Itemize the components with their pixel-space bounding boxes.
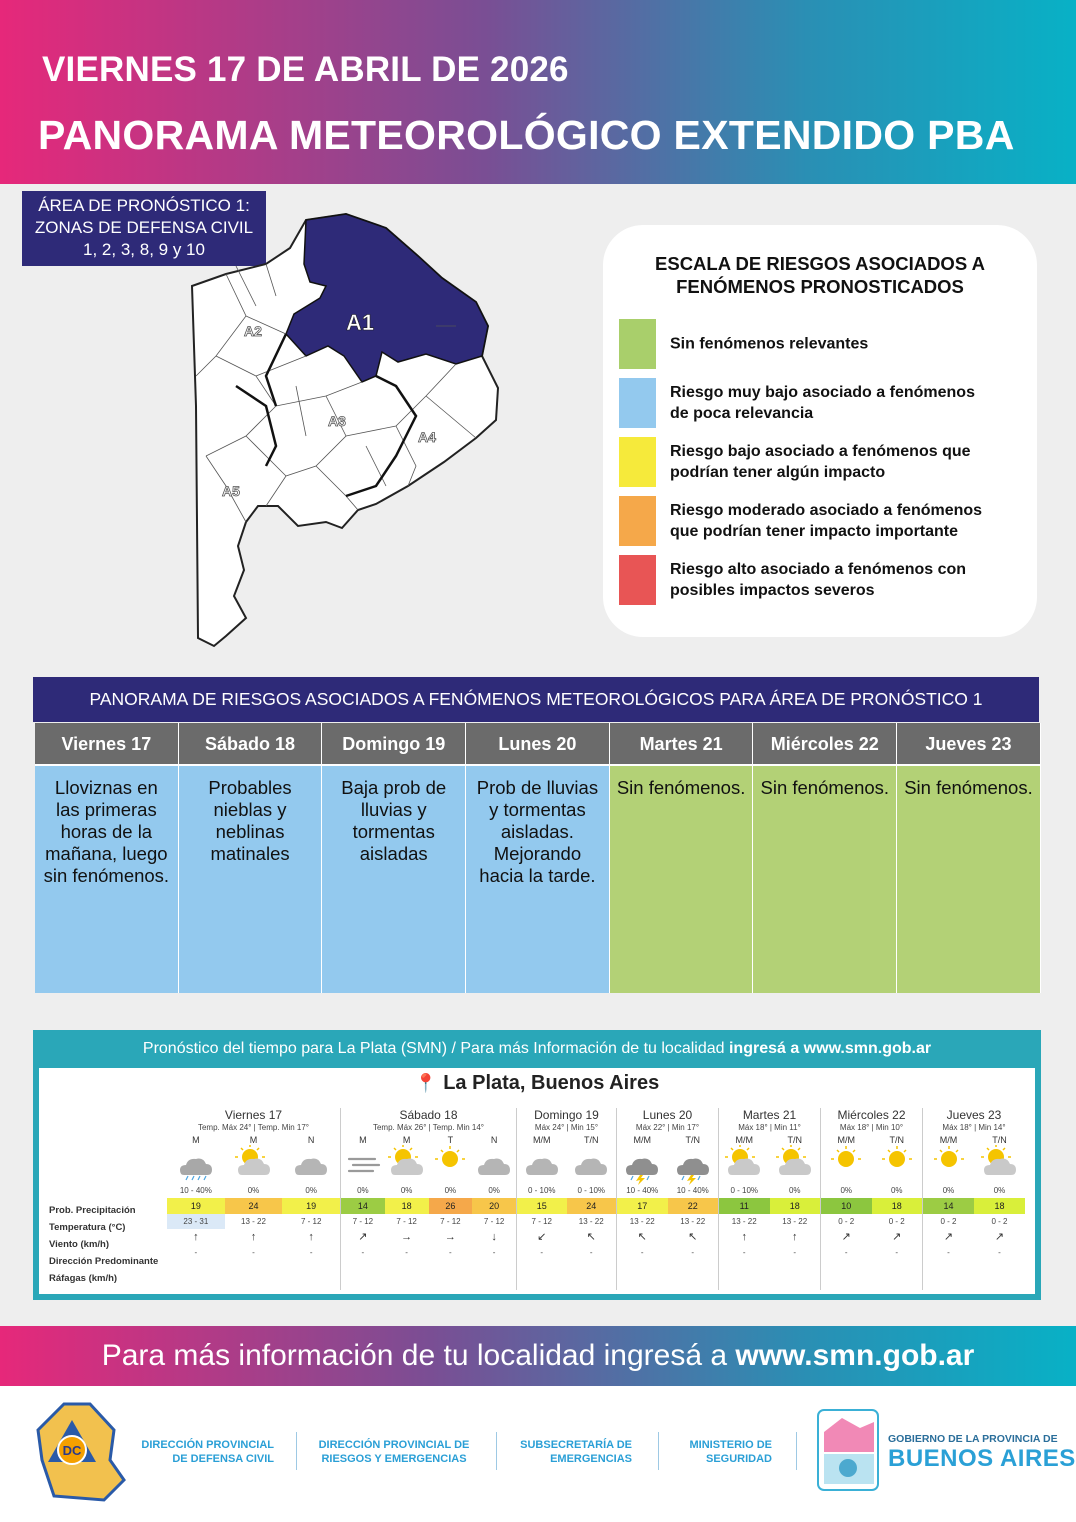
risk-day-header: Lunes 20 [466,723,609,766]
risk-day-description: Baja prob de lluvias y tormentas aisladas [322,766,465,993]
legend-text [670,441,1020,483]
divider [296,1432,297,1470]
slot-temperature: 24 [567,1198,617,1214]
storm-weather-icon [622,1145,662,1185]
slot-temperature: 24 [225,1198,283,1214]
forecast-day-name: Viernes 17 [224,1108,283,1122]
gov-line2: BUENOS AIRES [888,1445,1076,1472]
area-box-line1: ÁREA DE PRONÓSTICO 1: [38,196,250,215]
slot-period-label: M/M [533,1135,551,1145]
forecast-slot [719,1135,770,1260]
legend-text [670,559,1020,601]
forecast-row-label: Prob. Precipitación [49,1205,136,1216]
forecast-slot [225,1135,283,1260]
slot-wind: 0 - 2 [888,1217,905,1226]
slot-icon [167,1147,225,1183]
legend-swatch [619,437,656,487]
smn-bar-link[interactable]: ingresá a www.smn.gob.ar [728,1040,932,1057]
slot-period-label: T/N [584,1135,599,1145]
slot-icon [974,1147,1025,1183]
risk-day-description: Lloviznas en las primeras horas de la mañana, luego sin fenómenos. [35,766,178,993]
divider [658,1432,659,1470]
org4-line2: SEGURIDAD [705,1453,772,1465]
slot-period-label: T/N [889,1135,904,1145]
slot-icon [517,1147,567,1183]
slot-icon [429,1147,473,1183]
slot-icon [225,1147,283,1183]
wind-direction-arrow-icon: ↑ [193,1231,199,1243]
slot-temperature: 18 [770,1198,821,1214]
slot-precip-prob: 0% [247,1186,260,1195]
forecast-day-temps: Máx 24° | Min 15° [534,1123,599,1132]
forecast-day-temps: Máx 18° | Min 11° [738,1123,801,1132]
risk-day-header: Martes 21 [610,723,753,766]
forecast-day [167,1108,341,1290]
wind-direction-arrow-icon: ↙ [537,1231,547,1243]
slot-precip-prob: 0 - 10% [577,1186,606,1195]
slot-icon [872,1147,923,1183]
slot-precip-prob: 0% [357,1186,369,1195]
slot-gusts: - [947,1248,950,1257]
area-box-line2: ZONAS DE DEFENSA CIVIL [34,218,254,237]
slot-gusts: - [742,1248,746,1257]
slot-gusts: - [998,1248,1001,1257]
wind-direction-arrow-icon: ↗ [892,1231,902,1243]
slot-period-label: M [249,1135,258,1145]
forecast-row-label: Dirección Predominante [49,1256,159,1267]
defensa-civil-logo [34,1400,130,1504]
legend-title-line1: ESCALA DE RIESGOS ASOCIADOS A [655,253,985,274]
sun-weather-icon [929,1145,969,1185]
forecast-day-temps: Máx 18° | Min 14° [942,1123,1006,1132]
sun-weather-icon [430,1145,470,1185]
risk-day-column [35,723,179,993]
risk-day-description: Sin fenómenos. [897,766,1040,993]
sun-weather-icon [826,1145,866,1185]
legend-text-line1: Riesgo alto asociado a fenómenos con [670,561,967,578]
sun-cloud-weather-icon [234,1145,274,1185]
risk-day-column [179,723,323,993]
forecast-day [341,1108,517,1290]
risk-day-header: Viernes 17 [35,723,178,766]
forecast-row-label: Temperatura (°C) [49,1222,126,1233]
area-box-line3: 1, 2, 3, 8, 9 y 10 [83,240,205,259]
slot-period-label: M [402,1135,411,1145]
map-label-a1: A1 [346,310,375,335]
slot-icon [472,1147,516,1183]
org1-line2: DE DEFENSA CIVIL [172,1453,274,1465]
slot-period-label: M/M [633,1135,651,1145]
legend-text [670,382,1020,424]
slot-wind: 0 - 2 [838,1217,855,1226]
slot-temperature: 20 [472,1198,516,1214]
legend-item [619,437,1024,487]
forecast-slot [167,1135,225,1260]
forecast-slots [167,1135,340,1260]
slot-gusts: - [361,1248,365,1257]
slot-icon [282,1147,340,1183]
slot-temperature: 14 [341,1198,385,1214]
slot-temperature: 18 [974,1198,1025,1214]
forecast-slot [770,1135,821,1260]
slot-period-label: T/N [685,1135,700,1145]
legend-item [619,555,1024,605]
map-label-a2: A2 [244,323,262,339]
provincia-emblem-icon [812,1402,884,1500]
legend-item [619,496,1024,546]
slot-precip-prob: 0% [942,1186,955,1195]
slot-temperature: 19 [167,1198,225,1214]
slot-wind: 0 - 2 [991,1217,1008,1226]
slot-period-label: N [307,1135,315,1145]
slot-wind: 7 - 12 [396,1217,417,1226]
footer-banner [0,1326,1076,1386]
risk-day-description: Probables nieblas y neblinas matinales [179,766,322,993]
forecast-slots [341,1135,516,1260]
slot-precip-prob: 0 - 10% [730,1186,759,1195]
slot-gusts: - [194,1248,198,1257]
legend-text [670,334,1020,355]
forecast-slot [617,1135,668,1260]
legend-text-line1: Riesgo moderado asociado a fenómenos [670,502,983,519]
org-riesgos-emergencias [306,1438,482,1466]
map-label-a3: A3 [328,413,346,429]
sun-cloud-weather-icon [724,1145,764,1185]
slot-precip-prob: 0 - 10% [527,1186,556,1195]
slot-wind: 7 - 12 [531,1217,552,1226]
org3-line2: EMERGENCIAS [550,1453,632,1465]
footer-text: Para más información de tu localidad ingresá a [101,1339,736,1372]
slot-temperature: 15 [517,1198,567,1214]
dc-badge-text: DC [62,1443,82,1458]
legend-item [619,319,1024,369]
location-pin-icon: 📍 [414,1073,438,1093]
forecast-slot [567,1135,617,1260]
sun-cloud-weather-icon [980,1145,1020,1185]
legend-item [619,378,1024,428]
org2-line2: RIESGOS Y EMERGENCIAS [321,1453,467,1465]
risk-day-column [897,723,1041,993]
slot-icon [617,1147,668,1183]
wind-direction-arrow-icon: ↑ [741,1231,747,1243]
cloud-weather-icon [571,1145,611,1185]
forecast-day [719,1108,821,1290]
forecast-day-temps: Temp. Máx 26° | Temp. Min 14° [372,1123,485,1132]
sun-cloud-weather-icon [387,1145,427,1185]
forecast-row-label: Ráfagas (km/h) [49,1273,118,1284]
slot-wind: 13 - 22 [629,1217,655,1226]
slot-gusts: - [640,1248,644,1257]
slot-temperature: 14 [923,1198,974,1214]
sun-weather-icon [877,1145,917,1185]
slot-gusts: - [844,1248,848,1257]
forecast-slots [719,1135,820,1260]
wind-direction-arrow-icon: → [444,1231,456,1243]
slot-precip-prob: 0% [788,1186,801,1195]
slot-period-label: M/M [735,1135,753,1145]
forecast-slot [429,1135,473,1260]
rain-weather-icon [176,1145,216,1185]
slot-period-label: M [192,1135,200,1145]
slot-precip-prob: 0% [444,1186,457,1195]
wind-direction-arrow-icon: → [401,1231,413,1243]
slot-temperature: 18 [385,1198,429,1214]
smn-forecast-panel [33,1030,1041,1300]
slot-period-label: T/N [787,1135,802,1145]
legend-text-line1: Riesgo muy bajo asociado a fenómenos [670,384,975,401]
forecast-day-temps: Máx 22° | Min 17° [635,1123,700,1132]
slot-wind: 7 - 12 [300,1217,322,1226]
slot-wind: 13 - 22 [731,1217,757,1226]
slot-wind: 13 - 22 [578,1217,604,1226]
slot-period-label: T/N [992,1135,1007,1145]
province-map [186,206,506,656]
forecast-row-label: Viento (km/h) [49,1239,109,1250]
legend-text [670,500,1020,542]
legend-text-line2: posibles impactos severos [670,582,875,599]
legend-swatch [619,378,656,428]
risk-day-header: Sábado 18 [179,723,322,766]
forecast-day-temps: Temp. Máx 24° | Temp. Min 17° [197,1123,310,1132]
forecast-slot [668,1135,719,1260]
forecast-slot [282,1135,340,1260]
smn-info-bar [33,1030,1041,1067]
slot-temperature: 10 [821,1198,872,1214]
slot-gusts: - [895,1248,899,1257]
legend-text-line1: Riesgo bajo asociado a fenómenos que [670,443,971,460]
slot-icon [821,1147,872,1183]
forecast-day [517,1108,617,1290]
location-name: La Plata, Buenos Aires [443,1072,660,1094]
risk-panorama-title: PANORAMA DE RIESGOS ASOCIADOS A FENÓMENOS METEOROLÓGICOS PARA ÁREA DE PRONÓSTICO 1 [33,677,1039,722]
forecast-slots [821,1135,922,1260]
risk-day-description: Sin fenómenos. [753,766,896,993]
slot-icon [668,1147,719,1183]
forecast-row-labels [49,1202,158,1287]
risk-day-header: Miércoles 22 [753,723,896,766]
forecast-day-name: Domingo 19 [534,1108,599,1122]
header-banner [0,0,1076,184]
risk-day-column [610,723,754,993]
map-label-a5: A5 [222,483,240,499]
risk-day-column [466,723,610,993]
forecast-slot [821,1135,872,1260]
org-ministerio [668,1438,772,1466]
org1-line1: DIRECCIÓN PROVINCIAL [141,1439,274,1451]
forecast-slot [385,1135,429,1260]
slot-wind: 7 - 12 [483,1217,505,1226]
wind-direction-arrow-icon: ↗ [841,1231,851,1243]
slot-precip-prob: 10 - 40% [676,1186,709,1195]
slot-precip-prob: 0% [840,1186,853,1195]
cloud-weather-icon [474,1145,514,1185]
slot-temperature: 26 [429,1198,473,1214]
cloud-weather-icon [522,1145,562,1185]
slot-gusts: - [691,1248,695,1257]
slot-icon [719,1147,770,1183]
slot-precip-prob: 10 - 40% [626,1186,659,1195]
wind-direction-arrow-icon: ↗ [994,1231,1005,1243]
slot-gusts: - [252,1248,255,1257]
legend-swatch [619,496,656,546]
forecast-day-name: Sábado 18 [399,1108,458,1122]
slot-gusts: - [309,1248,313,1257]
slot-period-label: M [359,1135,367,1145]
slot-icon [567,1147,617,1183]
legend-text-line2: de poca relevancia [670,405,814,422]
legend-title-line2: FENÓMENOS PRONOSTICADOS [676,276,964,297]
slot-gusts: - [405,1248,408,1257]
slot-gusts: - [540,1248,544,1257]
slot-wind: 13 - 22 [680,1217,706,1226]
forecast-slots [923,1135,1025,1260]
forecast-day-name: Martes 21 [742,1108,797,1122]
smn-bar-text: Pronóstico del tiempo para La Plata (SMN) / Para más Información de tu localidad [142,1040,729,1057]
wind-direction-arrow-icon: ↗ [943,1231,954,1243]
wind-direction-arrow-icon: ↖ [586,1231,596,1243]
slot-gusts: - [492,1248,496,1257]
risk-day-column [322,723,466,993]
wind-direction-arrow-icon: ↑ [308,1231,314,1243]
gov-line1: GOBIERNO DE LA PROVINCIA DE [888,1433,1058,1445]
slot-precip-prob: 0% [400,1186,413,1195]
org-subsecretaria [506,1438,632,1466]
legend-swatch [619,319,656,369]
slot-temperature: 18 [872,1198,923,1214]
slot-wind: 13 - 22 [241,1217,266,1226]
storm-weather-icon [673,1145,713,1185]
smn-forecast-widget [39,1068,1035,1294]
wind-direction-arrow-icon: ↑ [792,1231,798,1243]
slot-precip-prob: 0% [305,1186,317,1195]
forecast-slot [341,1135,385,1260]
slot-temperature: 11 [719,1198,770,1214]
location-heading [39,1072,1035,1095]
risk-day-column [753,723,897,993]
risk-day-header: Jueves 23 [897,723,1040,766]
legend-text-line2: podrían tener algún impacto [670,464,886,481]
slot-period-label: M/M [837,1135,855,1145]
slot-gusts: - [793,1248,797,1257]
forecast-slot [923,1135,974,1260]
slot-icon [770,1147,821,1183]
map-label-a4: A4 [418,429,436,445]
sun-cloud-weather-icon [775,1145,815,1185]
slot-wind: 7 - 12 [352,1217,374,1226]
forecast-slot [517,1135,567,1260]
forecast-day-name: Lunes 20 [642,1108,693,1122]
divider [796,1432,797,1470]
slot-gusts: - [449,1248,452,1257]
wind-direction-arrow-icon: ↓ [491,1231,497,1243]
slot-temperature: 19 [282,1198,340,1214]
wind-direction-arrow-icon: ↗ [358,1231,368,1243]
slot-temperature: 17 [617,1198,668,1214]
slot-period-label: M/M [939,1135,958,1145]
slot-icon [341,1147,385,1183]
wind-direction-arrow-icon: ↖ [688,1231,698,1243]
slot-gusts: - [589,1248,593,1257]
forecast-day [617,1108,719,1290]
legend-title [603,252,1037,298]
forecast-slot [472,1135,516,1260]
slot-precip-prob: 10 - 40% [179,1186,212,1195]
report-date: VIERNES 17 DE ABRIL DE 2026 [42,50,569,89]
wind-direction-arrow-icon: ↑ [250,1231,257,1243]
forecast-slot [974,1135,1025,1260]
forecast-slots [517,1135,616,1260]
forecast-slot [872,1135,923,1260]
slot-wind: 13 - 22 [782,1217,808,1226]
legend-text-line2: que podrían tener impacto importante [670,523,959,540]
wind-direction-arrow-icon: ↖ [637,1231,647,1243]
slot-period-label: T [447,1135,454,1145]
slot-wind: 7 - 12 [440,1217,461,1226]
forecast-day [923,1108,1025,1290]
slot-icon [385,1147,429,1183]
slot-icon [923,1147,974,1183]
legend-text-line1: Sin fenómenos relevantes [670,335,869,353]
risk-scale-legend [603,225,1037,637]
org4-line1: MINISTERIO DE [689,1439,772,1451]
forecast-slots [617,1135,718,1260]
slot-wind: 23 - 31 [167,1214,225,1229]
legend-swatch [619,555,656,605]
forecast-day-name: Jueves 23 [946,1108,1002,1122]
risk-day-description: Prob de lluvias y tormentas aisladas. Mejorando hacia la tarde. [466,766,609,993]
fog-weather-icon [343,1145,383,1185]
org3-line1: SUBSECRETARÍA DE [520,1439,632,1451]
risk-day-description: Sin fenómenos. [610,766,753,993]
page-title: PANORAMA METEOROLÓGICO EXTENDIDO PBA [38,112,1015,158]
risk-panorama-table [35,723,1041,993]
slot-precip-prob: 0% [890,1186,903,1195]
forecast-day [821,1108,923,1290]
divider [496,1432,497,1470]
risk-day-header: Domingo 19 [322,723,465,766]
org-defensa-civil [130,1438,274,1466]
org2-line1: DIRECCIÓN PROVINCIAL DE [318,1439,470,1451]
slot-precip-prob: 0% [993,1186,1006,1195]
slot-period-label: N [490,1135,498,1145]
forecast-day-temps: Máx 18° | Min 10° [839,1123,904,1132]
slot-precip-prob: 0% [488,1186,500,1195]
footer-link[interactable]: www.smn.gob.ar [735,1339,975,1372]
forecast-day-name: Miércoles 22 [837,1108,906,1122]
slot-wind: 0 - 2 [940,1217,957,1226]
slot-temperature: 22 [668,1198,719,1214]
logos-bar [0,1386,1076,1522]
cloud-weather-icon [291,1145,331,1185]
